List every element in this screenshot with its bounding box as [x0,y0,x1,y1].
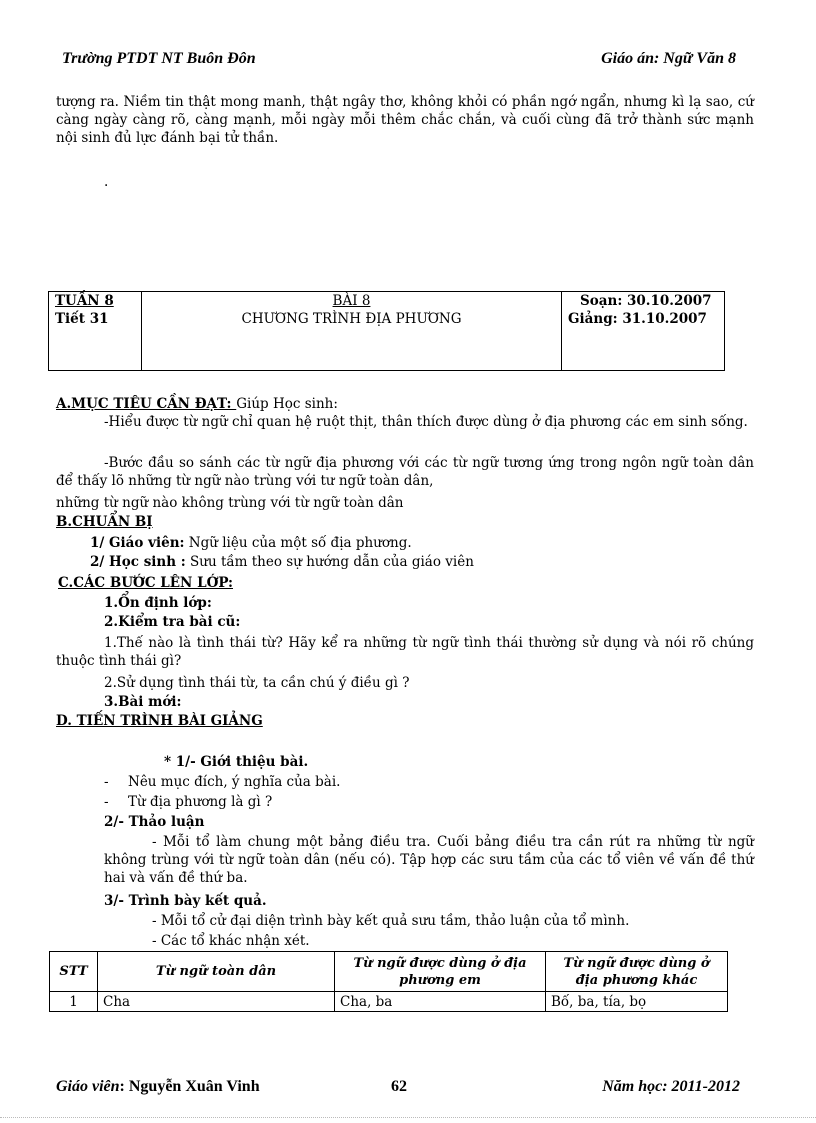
vocab-table [49,951,728,1012]
intro-heading: * 1/- Giới thiệu bài. [164,754,309,770]
week-cell [49,292,142,371]
prepared-date: Soạn: 30.10.2007 [580,293,712,309]
present-2: - Các tổ khác nhận xét. [152,933,310,949]
objective-2: -Bước đầu so sánh các từ ngữ địa phương với các từ ngữ tương ứng trong ngôn ngữ toàn dân để thấy lõ những từ ngữ nào trùng với tư ngữ toàn dân, [56,455,754,489]
footer-teacher [56,1078,260,1096]
objective-3: những từ ngữ nào không trùng với từ ngữ toàn dân [56,495,404,511]
section-b-heading: B.CHUẨN BỊ [56,514,153,530]
table-row [50,992,728,1012]
footer-teacher-name: : Nguyễn Xuân Vinh [119,1078,260,1095]
header-local: Từ ngữ được dùng ở địa phương em [335,952,546,992]
footer-teacher-label: Giáo viên [56,1078,120,1095]
header-other-regions: Từ ngữ được dùng ở địa phương khác [546,952,728,992]
page-edge-divider [0,1117,816,1118]
lesson-info-table [48,291,725,371]
bullet-2-text: Từ địa phương là gì ? [128,794,273,810]
discuss-heading: 2/- Thảo luận [104,814,205,830]
prep-student-text: Sưu tầm theo sự hướng dẫn của giáo viên [185,554,474,570]
page-number: 62 [391,1078,407,1095]
date-cell [562,292,725,371]
prep-student-label: 2/ Học sinh : [90,554,186,570]
week: TUẦN 8 [55,293,114,309]
bullet-1-text: Nêu mục đích, ý nghĩa của bài. [128,774,341,790]
intro-paragraph: tượng ra. Niềm tin thật mong manh, thật ngây thơ, không khỏi có phần ngớ ngẩn, nhưng kì lạ sao, cứ càng ngày càng rõ, càng mạnh, mỗi ngày mỗi thêm chắc chắn, và cuối cùng đã trở thành sức mạnh nội sinh đủ lực đánh bại tử thần. [56,94,754,146]
stray-dot: . [104,174,109,190]
cell-local: Cha, ba [335,992,546,1012]
taught-date: Giảng: 31.10.2007 [568,311,707,327]
school-year: Năm học: 2011-2012 [602,1078,740,1095]
section-c-heading: C.CÁC BƯỚC LÊN LỚP: [58,575,233,591]
cell-standard: Cha [98,992,335,1012]
step-3: 3.Bài mới: [104,694,182,710]
school-name: Trường PTDT NT Buôn Đôn [62,50,256,67]
prep-teacher-label: 1/ Giáo viên: [90,535,185,551]
step-1: 1.Ổn định lớp: [104,595,212,611]
step-2: 2.Kiểm tra bài cũ: [104,614,241,630]
discuss-text: - Mỗi tổ làm chung một bảng điều tra. Cuối bảng điều tra cần rút ra những từ ngữ không trùng với từ ngữ toàn dân (nếu có). Tập hợp các sưu tầm của các tổ viên về vấn đề thứ hai và vấn đề thứ ba. [104,834,754,886]
review-question-1: 1.Thế nào là tình thái từ? Hãy kể ra những từ ngữ tình thái thường sử dụng và nói rõ chúng thuộc tình thái gì? [56,635,754,669]
section-d-heading: D. TIẾN TRÌNH BÀI GIẢNG [56,713,263,729]
prep-student [90,553,474,571]
header-stt: STT [50,952,98,992]
period: Tiết 31 [55,311,109,327]
subject-title: Giáo án: Ngữ Văn 8 [601,50,736,67]
lesson-title: CHƯƠNG TRÌNH ĐỊA PHƯƠNG [241,311,462,327]
review-question-2: 2.Sử dụng tình thái từ, ta cần chú ý điều gì ? [104,675,410,691]
lesson-cell [142,292,562,371]
prep-teacher-text: Ngữ liệu của một số địa phương. [184,535,412,551]
section-a-heading-line [56,395,338,413]
present-heading: 3/- Trình bày kết quả. [104,893,267,909]
section-a-heading: A.MỤC TIÊU CẦN ĐẠT: [56,396,237,412]
lesson-number: BÀI 8 [332,293,371,309]
objective-1: -Hiểu được từ ngữ chỉ quan hệ ruột thịt, thân thích được dùng ở địa phương các em sinh sống. [104,414,748,430]
section-a-intro: Giúp Học sinh: [236,396,338,412]
cell-other-regions: Bố, ba, tía, bọ [546,992,728,1012]
header-standard: Từ ngữ toàn dân [98,952,335,992]
present-1: - Mỗi tổ cử đại diện trình bày kết quả sưu tầm, thảo luận của tổ mình. [152,913,630,929]
cell-stt: 1 [50,992,98,1012]
prep-teacher [90,534,412,552]
